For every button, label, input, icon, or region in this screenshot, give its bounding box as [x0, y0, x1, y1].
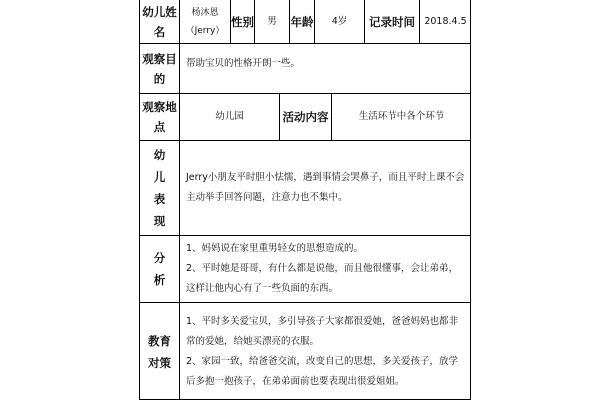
analysis-label [140, 236, 180, 303]
analysis-label-text: 分析 [153, 251, 166, 287]
analysis-item-1: 1、妈妈说在家里重男轻女的思想造成的。 [186, 243, 364, 254]
gender-value [255, 0, 290, 44]
analysis-item-2: 2、平时她是哥哥，有什么都是说他，而且他很懂事，会让弟弟，这样让他内心有了一些负面的东西。 [186, 263, 459, 294]
performance-label-text: 幼儿表现 [153, 148, 166, 228]
location-value [180, 94, 280, 141]
child-name-label [140, 0, 180, 44]
record-time-value-text: 2018.4.5 [424, 15, 467, 27]
location-label [140, 94, 180, 141]
activity-label [280, 94, 332, 141]
strategy-label-text: 教育对策 [148, 333, 171, 370]
age-value [315, 0, 365, 44]
gender-value-text: 男 [267, 15, 277, 27]
performance-value [180, 141, 471, 236]
analysis-value [180, 236, 471, 303]
record-time-value [420, 0, 471, 44]
age-label-text: 年龄 [290, 14, 314, 29]
activity-value-text: 生活环节中各个环节 [358, 111, 445, 122]
strategy-value [180, 303, 471, 400]
record-time-label [365, 0, 420, 44]
activity-label-text: 活动内容 [282, 110, 329, 124]
purpose-label-text: 观察目的 [142, 51, 177, 86]
location-value-text: 幼儿园 [215, 111, 244, 122]
gender-label-text: 性别 [231, 14, 254, 29]
strategy-item-1: 1、平时多关爱宝贝，多引导孩子大家都很爱她，爸爸妈妈也都非常的爱她，给她买漂亮的衣服。 [186, 315, 459, 347]
performance-value-text: Jerry小朋友平时胆小怯懦，遇到事情会哭鼻子，而且平时上课不会主动举手回答问题，注意力也不集中。 [186, 172, 465, 203]
location-label-text: 观察地点 [142, 100, 177, 134]
strategy-item-2: 2、家园一致，给爸爸交流，改变自己的思想，多关爱孩子，放学后多抱一抱孩子，在弟弟面前也要表现出很爱姐姐。 [186, 355, 459, 387]
performance-label [140, 141, 180, 236]
purpose-value [180, 44, 471, 94]
age-value-text: 4岁 [331, 15, 348, 27]
age-label [290, 0, 315, 44]
gender-label [231, 0, 255, 44]
purpose-label [140, 44, 180, 94]
child-name-value-text: 杨沐恩（Jerry） [185, 7, 225, 36]
child-name-label-text: 幼儿姓名 [142, 4, 177, 39]
child-name-value [180, 0, 231, 44]
purpose-value-text: 帮助宝贝的性格开朗一些。 [186, 58, 301, 69]
observation-record-table [139, 0, 471, 400]
strategy-label [140, 303, 180, 400]
record-time-label-text: 记录时间 [369, 14, 415, 29]
activity-value [332, 94, 471, 141]
